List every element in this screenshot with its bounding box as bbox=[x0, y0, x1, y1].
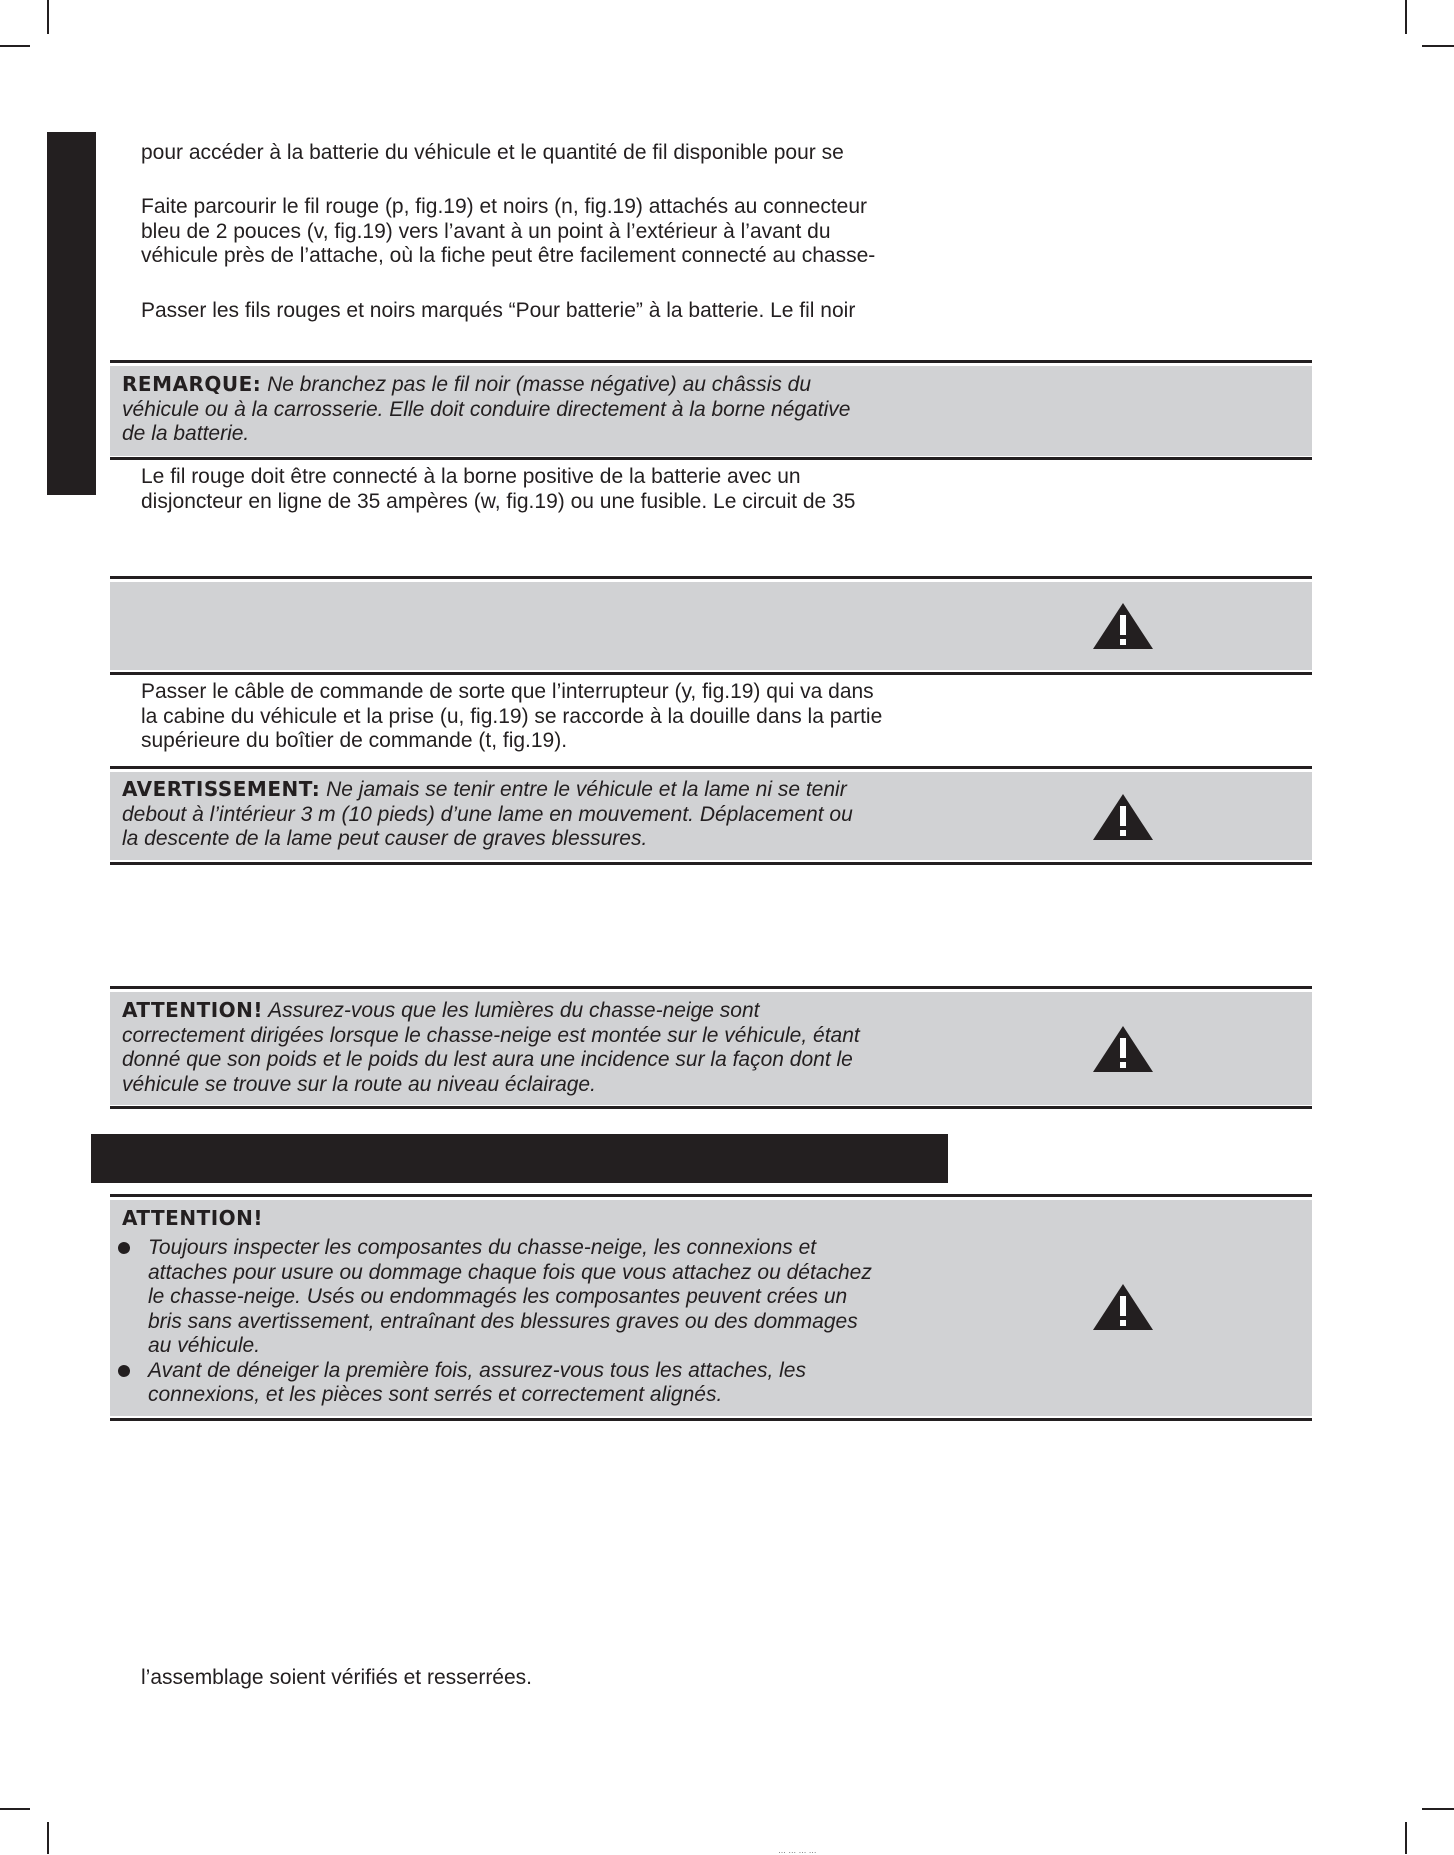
paragraph-assembly: l’assemblage soient vérifiés et resserrées. bbox=[141, 1666, 533, 1689]
rule-bottom bbox=[110, 1418, 1312, 1421]
avertissement-keyword: AVERTISSEMENT: bbox=[122, 777, 321, 801]
remarque-note: REMARQUE: Ne branchez pas le fil noir (masse négative) au châssis du véhicule ou à la carrosserie. Elle doit conduire directement à la borne négative de la batterie. bbox=[122, 372, 851, 445]
rule-bottom bbox=[110, 457, 1312, 460]
paragraph-battery-access: pour accéder à la batterie du véhicule et le quantité de fil disponible pour se bbox=[141, 141, 844, 164]
paragraph-control-cable: Passer le câble de commande de sorte que l’interrupteur (y, fig.19) qui va dans la cabine du véhicule et la prise (u, fig.19) se raccorde à la douille dans la partie supérieure du boîtier de commande (t, fig.19). bbox=[141, 680, 883, 752]
attention-lights-note: ATTENTION! Assurez-vous que les lumières du chasse-neige sont correctement dirigées lorsque le chasse-neige est montée sur le véhicule, étant donné que son poids et le poids du lest aura une incidence sur la façon dont le véhicule se trouve sur la route au niveau éclairage. bbox=[122, 998, 860, 1096]
crop-mark bbox=[47, 0, 49, 34]
crop-mark bbox=[0, 45, 30, 47]
attention-keyword: ATTENTION! bbox=[122, 998, 264, 1022]
section-side-tab bbox=[47, 132, 96, 495]
attention-inspect-heading bbox=[122, 1206, 263, 1232]
crop-mark bbox=[0, 1808, 30, 1810]
crop-mark bbox=[47, 1822, 49, 1854]
rule-bottom bbox=[110, 672, 1312, 675]
bullet-icon bbox=[118, 1365, 130, 1377]
warning-triangle-icon bbox=[1092, 1283, 1154, 1331]
warning-triangle-icon bbox=[1092, 793, 1154, 841]
avertissement-note: AVERTISSEMENT: Ne jamais se tenir entre le véhicule et la lame ni se tenir debout à l’intérieur 3 m (10 pieds) d’une lame en mouvement. Déplacement ou la descente de la lame peut causer de graves blessures. bbox=[122, 777, 853, 850]
footer-text: … … … … bbox=[778, 1846, 817, 1855]
bullet-icon bbox=[118, 1242, 130, 1254]
paragraph-pass-wires: Passer les fils rouges et noirs marqués “Pour batterie” à la batterie. Le fil noir bbox=[141, 299, 856, 322]
paragraph-route-wires: Faite parcourir le fil rouge (p, fig.19) et noirs (n, fig.19) attachés au connecteur bleu de 2 pouces (v, fig.19) vers l’avant à un point à l’extérieur à l’avant du véhicule près de l’attache, où la fiche peut être facilement connecté au chasse- bbox=[141, 195, 876, 267]
crop-mark bbox=[1422, 1808, 1454, 1810]
rule-top bbox=[110, 1194, 1312, 1197]
attention-inspect-list bbox=[116, 1236, 872, 1408]
crop-mark bbox=[1422, 45, 1454, 47]
section-header-bar bbox=[91, 1134, 948, 1183]
remarque-keyword: REMARQUE: bbox=[122, 372, 262, 396]
rule-bottom bbox=[110, 862, 1312, 865]
crop-mark bbox=[1405, 0, 1407, 34]
warning-triangle-icon bbox=[1092, 1025, 1154, 1073]
rule-top bbox=[110, 360, 1312, 363]
list-item: Toujours inspecter les composantes du chasse-neige, les connexions et attaches pour usure ou dommage chaque fois que vous attachez ou détachez le chasse-neige. Usés ou endommagés les composantes peuvent crées un bris sans avertissement, entraînant des blessures graves ou des dommages au véhicule. bbox=[116, 1236, 872, 1359]
rule-top bbox=[110, 986, 1312, 989]
rule-bottom bbox=[110, 1106, 1312, 1109]
list-item: Avant de déneiger la première fois, assurez-vous tous les attaches, les connexions, et les pièces sont serrés et correctement alignés. bbox=[116, 1359, 872, 1408]
paragraph-red-wire: Le fil rouge doit être connecté à la borne positive de la batterie avec un disjoncteur en ligne de 35 ampères (w, fig.19) ou une fusible. Le circuit de 35 bbox=[141, 465, 856, 513]
rule-top bbox=[110, 576, 1312, 579]
warning-triangle-icon bbox=[1092, 602, 1154, 650]
attention-keyword: ATTENTION! bbox=[122, 1206, 264, 1230]
rule-top bbox=[110, 766, 1312, 769]
crop-mark bbox=[1405, 1822, 1407, 1854]
